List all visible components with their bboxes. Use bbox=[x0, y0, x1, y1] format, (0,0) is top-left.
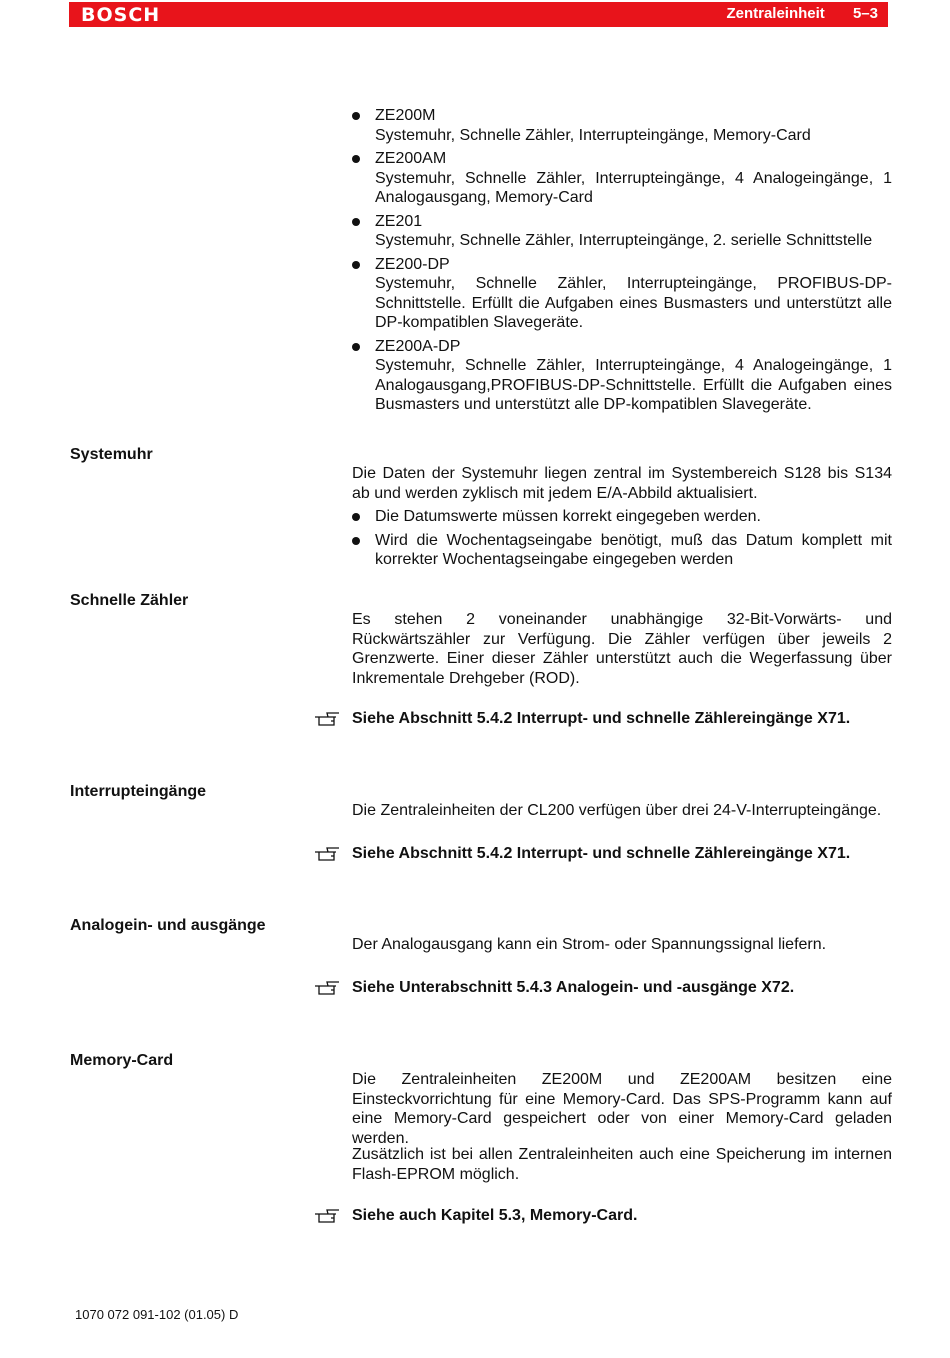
model-desc: Systemuhr, Schnelle Zähler, Interrupteingänge, 4 Analogeingänge, 1 Analogausgang, Memory-Card bbox=[375, 169, 892, 206]
model-desc: Systemuhr, Schnelle Zähler, Interrupteingänge, 2. serielle Schnittstelle bbox=[375, 232, 873, 249]
pointing-hand-icon bbox=[314, 709, 340, 727]
header-right bbox=[702, 5, 878, 22]
list-item bbox=[352, 337, 892, 415]
model-desc: Systemuhr, Schnelle Zähler, Interrupteingänge, PROFIBUS-DP-Schnittstelle. Erfüllt die Aufgaben eines Busmasters und unterstützt alle DP-kompatiblen Slavegeräte. bbox=[375, 275, 892, 331]
reference-text: Siehe Abschnitt 5.4.2 Interrupt- und schnelle Zählereingänge X71. bbox=[352, 710, 851, 727]
list-item: Wird die Wochentagseingabe benötigt, muß das Datum komplett mit korrekter Wochentagseingabe eingegeben werden bbox=[352, 531, 892, 570]
list-item bbox=[352, 106, 892, 145]
reference-text: Siehe auch Kapitel 5.3, Memory-Card. bbox=[352, 1207, 638, 1224]
document-number: 1070 072 091-102 (01.05) D bbox=[75, 1307, 239, 1322]
model-name: ZE200A-DP bbox=[375, 337, 461, 355]
section-title-memory-card: Memory-Card bbox=[70, 1052, 174, 1069]
section-title-schnelle-zaehler: Schnelle Zähler bbox=[70, 592, 189, 609]
model-name: ZE200-DP bbox=[375, 255, 450, 273]
memory-text-1: Die Zentraleinheiten ZE200M und ZE200AM besitzen eine Einsteckvorrichtung für eine Memory-Card. Das SPS-Programm kann auf eine Memory-Card gespeichert oder von einer Memory-Card geladen werden. bbox=[352, 1071, 892, 1147]
interrupt-text: Die Zentraleinheiten der CL200 verfügen über drei 24-V-Interrupteingänge. bbox=[352, 802, 882, 819]
systemuhr-text: Die Daten der Systemuhr liegen zentral im Systembereich S128 bis S134 ab und werden zyklisch mit jedem E/A-Abbild aktualisiert. bbox=[352, 465, 892, 502]
model-list bbox=[352, 106, 892, 419]
page-number: 5–3 bbox=[852, 5, 878, 22]
page-header bbox=[69, 2, 888, 27]
model-name: ZE200AM bbox=[375, 150, 447, 167]
section-name: Zentraleinheit bbox=[726, 5, 825, 22]
memory-text-2: Zusätzlich ist bei allen Zentraleinheiten auch eine Speicherung im internen Flash-EPROM möglich. bbox=[352, 1146, 892, 1183]
list-item bbox=[352, 149, 892, 208]
model-desc: Systemuhr, Schnelle Zähler, Interrupteingänge, 4 Analogeingänge, 1 Analogausgang,PROFIBUS-DP-Schnittstelle. Erfüllt die Aufgaben eines Busmasters und unterstützt alle DP-kompatiblen Slavegeräte. bbox=[375, 357, 892, 413]
list-item bbox=[352, 212, 892, 251]
reference-text: Siehe Unterabschnitt 5.4.3 Analogein- und -ausgänge X72. bbox=[352, 979, 795, 996]
systemuhr-bullets bbox=[352, 507, 892, 574]
analog-text: Der Analogausgang kann ein Strom- oder Spannungssignal liefern. bbox=[352, 936, 827, 953]
list-item bbox=[352, 255, 892, 333]
section-title-systemuhr: Systemuhr bbox=[70, 446, 153, 463]
pointing-hand-icon bbox=[314, 978, 340, 996]
bosch-logo: BOSCH bbox=[81, 4, 161, 26]
reference-text: Siehe Abschnitt 5.4.2 Interrupt- und schnelle Zählereingänge X71. bbox=[352, 845, 851, 862]
section-title-analog: Analogein- und ausgänge bbox=[70, 917, 266, 934]
section-title-interrupteingaenge: Interrupteingänge bbox=[70, 783, 207, 800]
pointing-hand-icon bbox=[314, 1206, 340, 1224]
model-name: ZE201 bbox=[375, 212, 423, 230]
model-name: ZE200M bbox=[375, 107, 436, 124]
model-desc: Systemuhr, Schnelle Zähler, Interrupteingänge, Memory-Card bbox=[375, 126, 811, 144]
pointing-hand-icon bbox=[314, 844, 340, 862]
zaehler-text: Es stehen 2 voneinander unabhängige 32-Bit-Vorwärts- und Rückwärtszähler zur Verfügung. Die Zähler verfügen über jeweils 2 Grenzwerte. Einer dieser Zähler unterstützt auch die Wegerfassung über Inkrementale Drehgeber (ROD). bbox=[352, 611, 892, 687]
list-item: Die Datumswerte müssen korrekt eingegeben werden. bbox=[352, 507, 892, 527]
